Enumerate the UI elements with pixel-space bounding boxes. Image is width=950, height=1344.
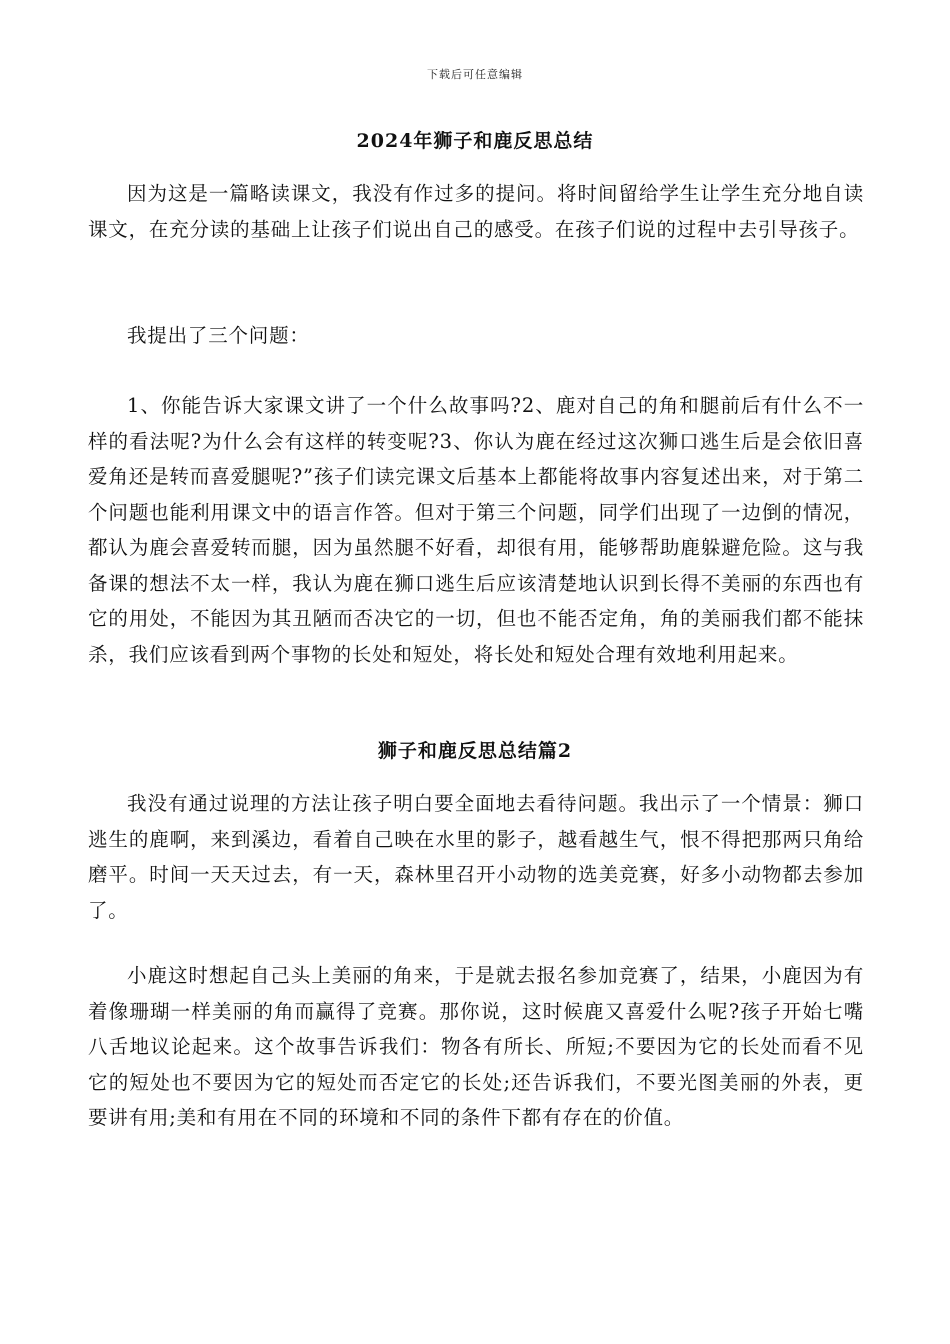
- header-note: 下载后可任意编辑: [427, 68, 523, 81]
- paragraph-3: 1、你能告诉大家课文讲了一个什么故事吗?2、鹿对自己的角和腿前后有什么不一样的看法呢?为什么会有这样的转变呢?3、你认为鹿在经过这次狮口逃生后是会依旧喜爱角还是转而喜爱腿呢?”孩子们读完课文后基本上都能将故事内容复述出来，对于第二个问题也能利用课文中的语言作答。但对于第三个问题，同学们出现了一边倒的情况，都认为鹿会喜爱转而腿，因为虽然腿不好看，却很有用，能够帮助鹿躲避危险。这与我备课的想法不太一样，我认为鹿在狮口逃生后应该清楚地认识到长得不美丽的东西也有它的用处，不能因为其丑陋而否决它的一切，但也不能否定角，角的美丽我们都不能抹杀，我们应该看到两个事物的长处和短处，将长处和短处合理有效地利用起来。: [88, 394, 864, 666]
- document-title: 2024年狮子和鹿反思总结: [356, 130, 594, 152]
- paragraph-2: 我提出了三个问题：: [127, 324, 310, 347]
- paragraph-1: 因为这是一篇略读课文，我没有作过多的提问。将时间留给学生让学生充分地自读课文，在充分读的基础上让孩子们说出自己的感受。在孩子们说的过程中去引导孩子。: [88, 182, 864, 241]
- section-2-paragraph-2: 小鹿这时想起自己头上美丽的角来，于是就去报名参加竞赛了，结果，小鹿因为有着像珊瑚一样美丽的角而赢得了竞赛。那你说，这时候鹿又喜爱什么呢?孩子开始七嘴八舌地议论起来。这个故事告诉我们：物各有所长、所短;不要因为它的长处而看不见它的短处也不要因为它的短处而否定它的长处;还告诉我们，不要光图美丽的外表，更要讲有用;美和有用在不同的环境和不同的条件下都有存在的价值。: [88, 964, 864, 1129]
- section-2-paragraph-1: 我没有通过说理的方法让孩子明白要全面地去看待问题。我出示了一个情景：狮口逃生的鹿啊，来到溪边，看着自己映在水里的影子，越看越生气，恨不得把那两只角给磨平。时间一天天过去，有一天，森林里召开小动物的选美竞赛，好多小动物都去参加了。: [88, 792, 864, 922]
- section-2-title: 狮子和鹿反思总结篇2: [377, 740, 573, 762]
